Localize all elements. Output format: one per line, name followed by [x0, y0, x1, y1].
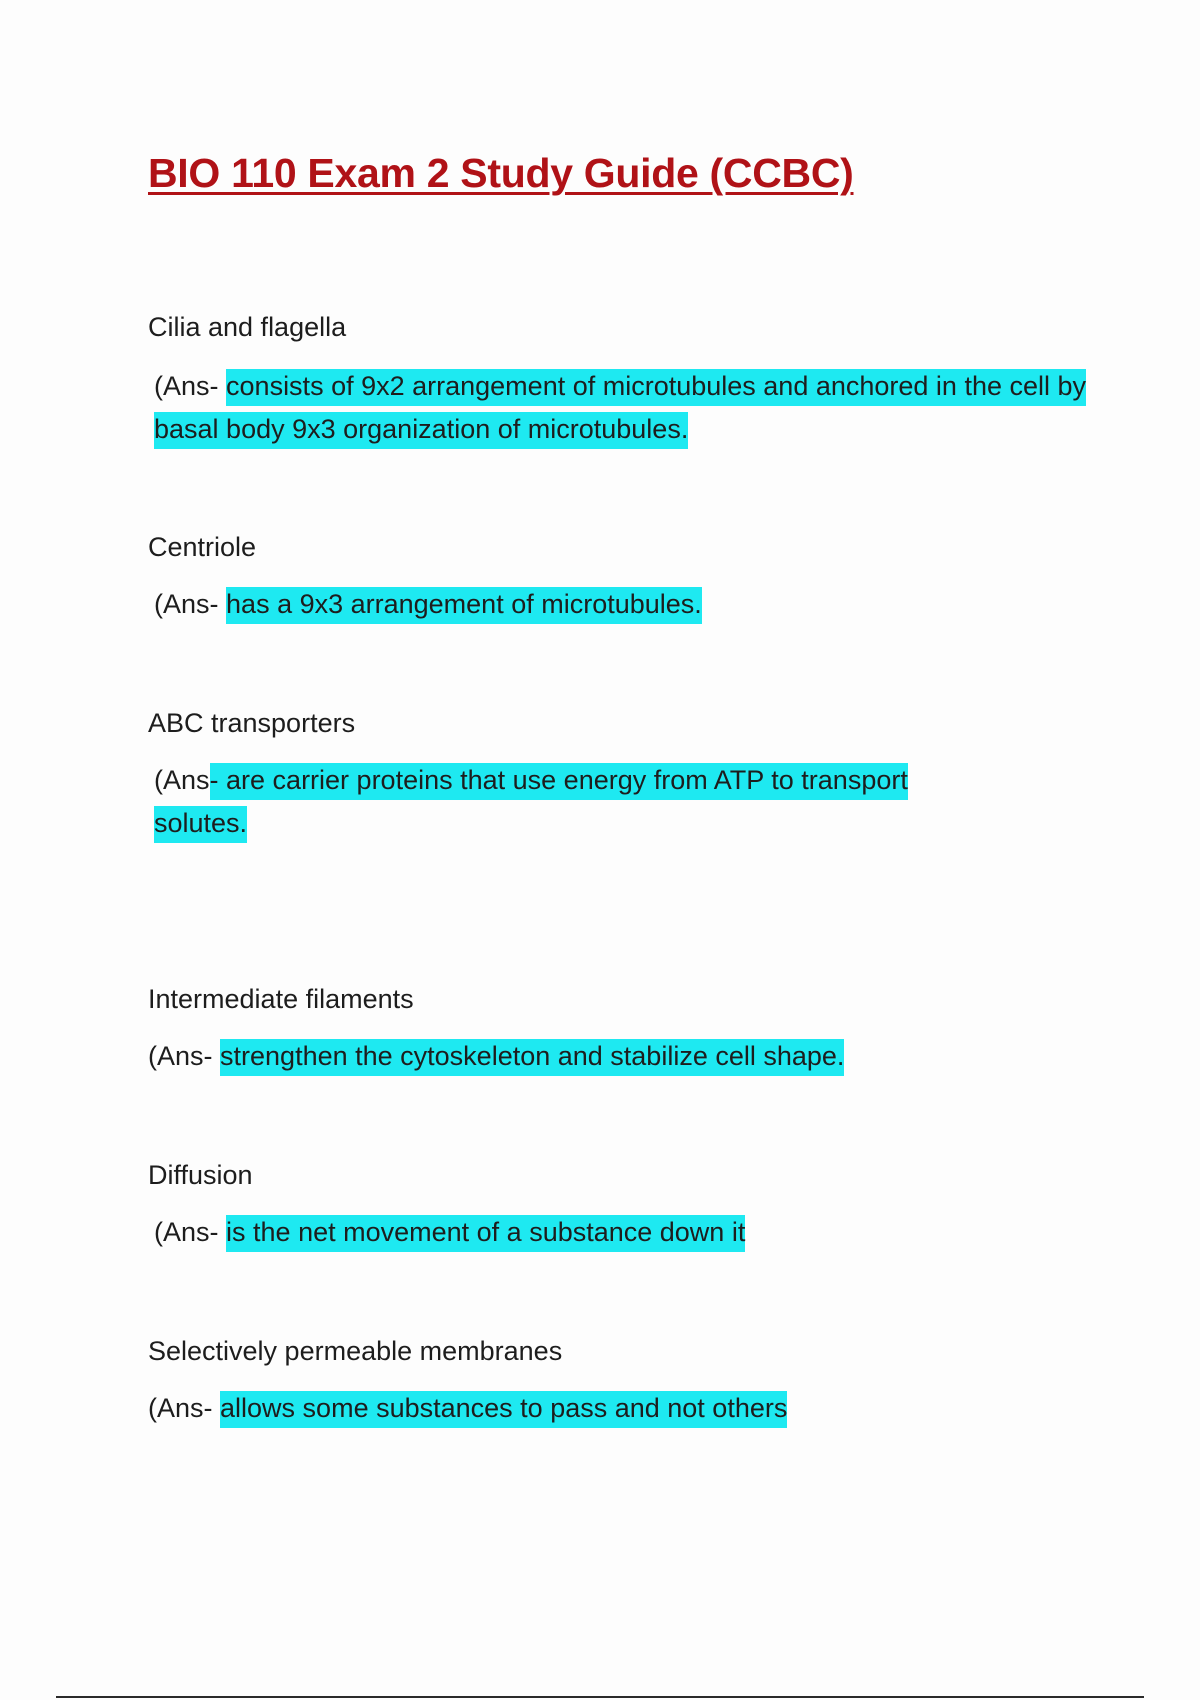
footer-divider	[56, 1696, 1144, 1698]
answer-centriole	[148, 583, 1094, 626]
answer-diffusion	[148, 1211, 1094, 1254]
answer-intermediate-filaments	[148, 1035, 1088, 1078]
highlighted-answer-text: strengthen the cytoskeleton and stabilize cell shape.	[220, 1039, 844, 1076]
answer-prefix: (Ans-	[154, 589, 219, 619]
term-selectively-permeable-membranes: Selectively permeable membranes	[148, 1336, 563, 1366]
highlighted-answer-text: is the net movement of a substance down it	[226, 1215, 745, 1252]
highlighted-answer-text: - are carrier proteins that use energy from ATP to transport solutes.	[154, 763, 908, 843]
term-diffusion: Diffusion	[148, 1160, 253, 1190]
term-centriole: Centriole	[148, 532, 257, 562]
answer-abc-transporters	[148, 759, 994, 845]
answer-prefix: (Ans-	[154, 1217, 219, 1247]
answer-selectively-permeable-membranes	[148, 1387, 1088, 1430]
term-cilia-and-flagella: Cilia and flagella	[148, 312, 347, 342]
highlighted-answer-text: allows some substances to pass and not others	[220, 1391, 787, 1428]
answer-prefix: (Ans-	[148, 1393, 213, 1423]
answer-prefix: (Ans-	[148, 1041, 213, 1071]
term-abc-transporters: ABC transporters	[148, 708, 356, 738]
page-title: BIO 110 Exam 2 Study Guide (CCBC)	[148, 150, 854, 196]
answer-prefix: (Ans	[154, 765, 210, 795]
highlighted-answer-text: consists of 9x2 arrangement of microtubules and anchored in the cell by basal body 9x3 organization of microtubules.	[154, 369, 1086, 449]
answer-cilia-and-flagella	[148, 365, 1094, 451]
answer-prefix: (Ans-	[154, 371, 219, 401]
term-intermediate-filaments: Intermediate filaments	[148, 984, 414, 1014]
highlighted-answer-text: has a 9x3 arrangement of microtubules.	[226, 587, 702, 624]
